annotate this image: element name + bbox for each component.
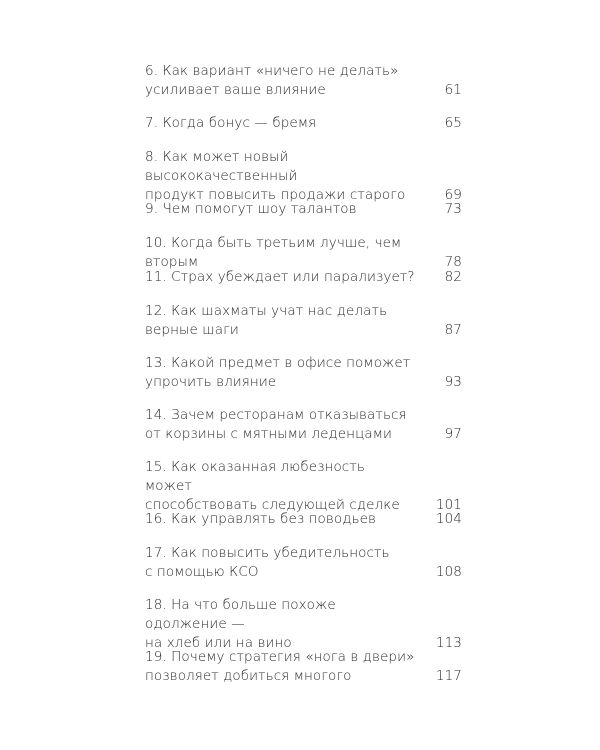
toc-entry-title: 19. Почему стратегия «нога в двери» позволяет добиться многого [145, 649, 415, 684]
toc-entry-page-number: 82 [444, 269, 462, 285]
toc-entry-title: 15. Как оказанная любезность может способствовать следующей сделке [145, 459, 400, 513]
toc-entry-page-number: 73 [444, 201, 462, 217]
toc-entry-page-number: 97 [444, 426, 462, 442]
toc-entry-page-number: 117 [435, 668, 462, 684]
toc-entry [145, 596, 462, 653]
toc-entry-page-number: 65 [444, 115, 462, 131]
toc-entry-title: 17. Как повысить убедительность с помощью КСО [145, 545, 390, 580]
toc-entry-title: 7. Когда бонус — бремя [145, 115, 317, 131]
toc-entry [145, 354, 462, 392]
toc-entry-page-number: 101 [435, 497, 462, 513]
toc-entry [145, 510, 462, 529]
toc-entry-page-number: 108 [435, 564, 462, 580]
toc-entry-page-number: 93 [444, 374, 462, 390]
toc-entry-page-number: 113 [435, 635, 462, 651]
toc-entry-title: 13. Какой предмет в офисе поможет упрочить влияние [145, 355, 411, 390]
toc-entry [145, 62, 462, 100]
toc-entry-title: 9. Чем помогут шоу талантов [145, 201, 357, 217]
toc-entry-page-number: 87 [444, 322, 462, 338]
toc-entry-page-number: 61 [444, 82, 462, 98]
toc-entry-title: 12. Как шахматы учат нас делать верные шаги [145, 303, 388, 338]
toc-entry-title: 10. Когда быть третьим лучше, чем вторым [145, 235, 402, 270]
toc-entry-title: 6. Как вариант «ничего не делать» усиливает ваше влияние [145, 63, 399, 98]
toc-entry-title: 11. Страх убеждает или парализует? [145, 269, 415, 285]
toc-entry-page-number: 78 [444, 254, 462, 270]
toc-entry [145, 648, 462, 686]
toc-entry [145, 234, 462, 272]
toc-entry-title: 14. Зачем ресторанам отказываться от корзины с мятными леденцами [145, 407, 407, 442]
toc-entry [145, 268, 462, 287]
toc-entry [145, 544, 462, 582]
toc-entry [145, 200, 462, 219]
toc-entry [145, 114, 462, 133]
toc-entry [145, 406, 462, 444]
toc-entry [145, 302, 462, 340]
toc-entry [145, 458, 462, 515]
toc-entry [145, 148, 462, 205]
toc-entry-page-number: 104 [435, 511, 462, 527]
toc-entry-title: 8. Как может новый высококачественный продукт повысить продажи старого [145, 149, 406, 203]
toc-entry-title: 16. Как управлять без поводьев [145, 511, 377, 527]
toc-entry-page-number: 69 [444, 187, 462, 203]
toc-entry-title: 18. На что больше похоже одолжение — на хлеб или на вино [145, 597, 336, 651]
